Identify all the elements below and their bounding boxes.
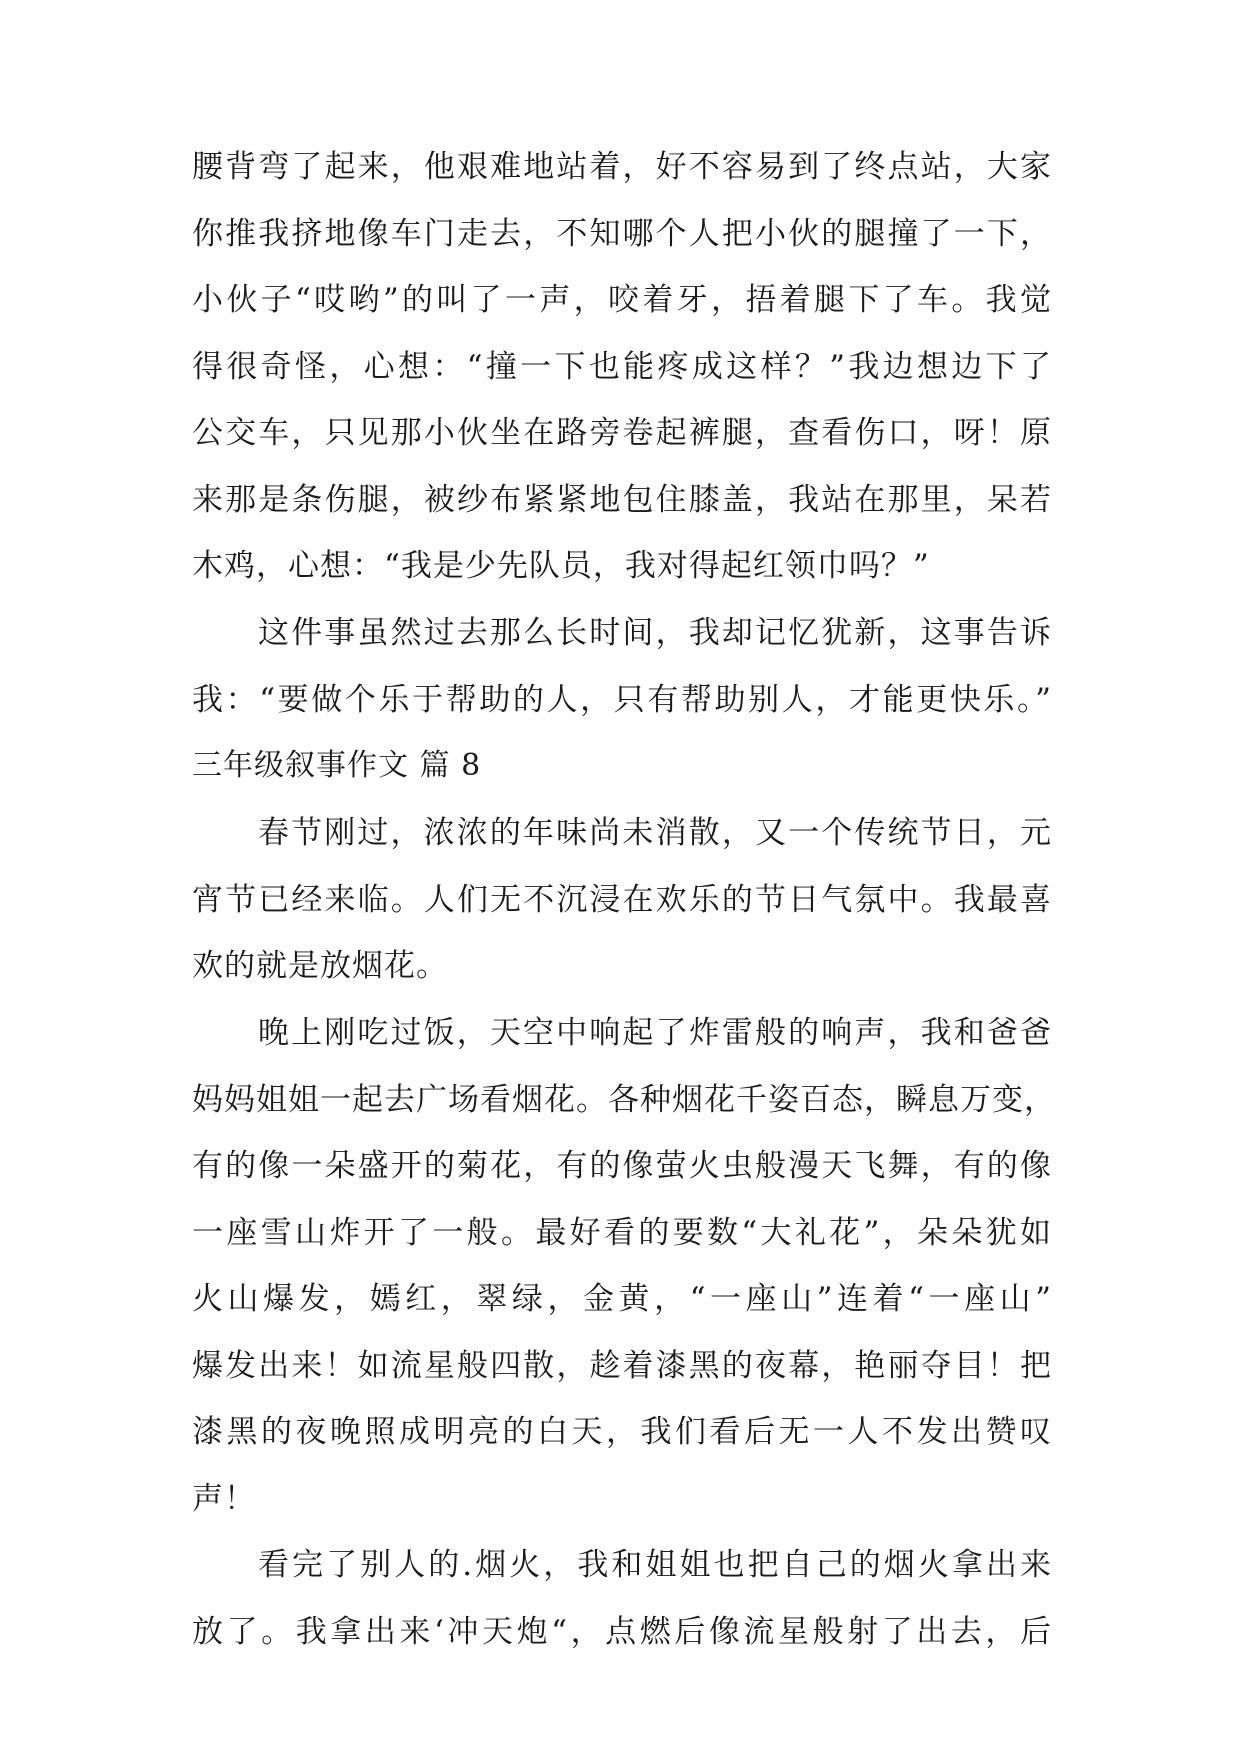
text-line: 腰背弯了起来，他艰难地站着，好不容易到了终点站，大家 <box>192 149 1052 185</box>
text-line: 木鸡，心想：“我是少先队员，我对得起红领巾吗？” <box>192 548 930 584</box>
text-line: 你推我挤地像车门走去，不知哪个人把小伙的腿撞了一下， <box>192 215 1052 252</box>
text-line: 声！ <box>192 1480 256 1517</box>
text-line: 火山爆发，嫣红，翠绿，金黄，“一座山”连着“一座山” <box>192 1281 1052 1317</box>
text-line: 欢的就是放烟花。 <box>192 948 448 984</box>
paragraph-intro <box>192 800 1052 1000</box>
text-line: 晚上刚吃过饭，天空中响起了炸雷般的响声，我和爸爸 <box>258 1015 1052 1051</box>
text-line: 有的像一朵盛开的菊花，有的像萤火虫般漫天飞舞，有的像 <box>192 1148 1052 1184</box>
text-line: 爆发出来！如流星般四散，趁着漆黑的夜幕，艳丽夺目！把 <box>192 1347 1052 1384</box>
text-line: 看完了别人的.烟火，我和姐姐也把自己的烟火拿出来 <box>258 1547 1052 1583</box>
text-line: 宵节已经来临。人们无不沉浸在欢乐的节日气氛中。我最喜 <box>192 881 1052 918</box>
text-line: 放了。我拿出来‘冲天炮“，点燃后像流星般射了出去，后 <box>192 1613 1052 1650</box>
text-line: 妈妈姐姐一起去广场看烟花。各种烟花千姿百态，瞬息万变， <box>192 1081 1056 1118</box>
text-line: 我：“要做个乐于帮助的人，只有帮助别人，才能更快乐。” <box>192 681 1052 718</box>
text-line: 一座雪山炸开了一般。最好看的要数“大礼花”，朵朵犹如 <box>192 1214 1052 1251</box>
paragraph-fireworks <box>192 1000 1056 1532</box>
text-line: 公交车，只见那小伙坐在路旁卷起裤腿，查看伤口，呀！原 <box>192 415 1052 451</box>
section-heading: 三年级叙事作文 篇 8 <box>192 748 482 783</box>
paragraph-conclusion <box>192 600 1052 733</box>
text-line: 得很奇怪，心想：“撞一下也能疼成这样？”我边想边下了 <box>192 348 1052 385</box>
text-line: 春节刚过，浓浓的年味尚未消散，又一个传统节日，元 <box>258 815 1052 851</box>
text-line: 漆黑的夜晚照成明亮的白天，我们看后无一人不发出赞叹 <box>192 1414 1052 1450</box>
paragraph-continuation <box>192 134 1052 600</box>
text-line: 这件事虽然过去那么长时间，我却记忆犹新，这事告诉 <box>258 615 1052 651</box>
text-line: 来那是条伤腿，被纱布紧紧地包住膝盖，我站在那里，呆若 <box>192 481 1052 518</box>
paragraph-own-fireworks <box>192 1532 1052 1665</box>
text-line: 小伙子“哎哟”的叫了一声，咬着牙，捂着腿下了车。我觉 <box>192 282 1052 318</box>
